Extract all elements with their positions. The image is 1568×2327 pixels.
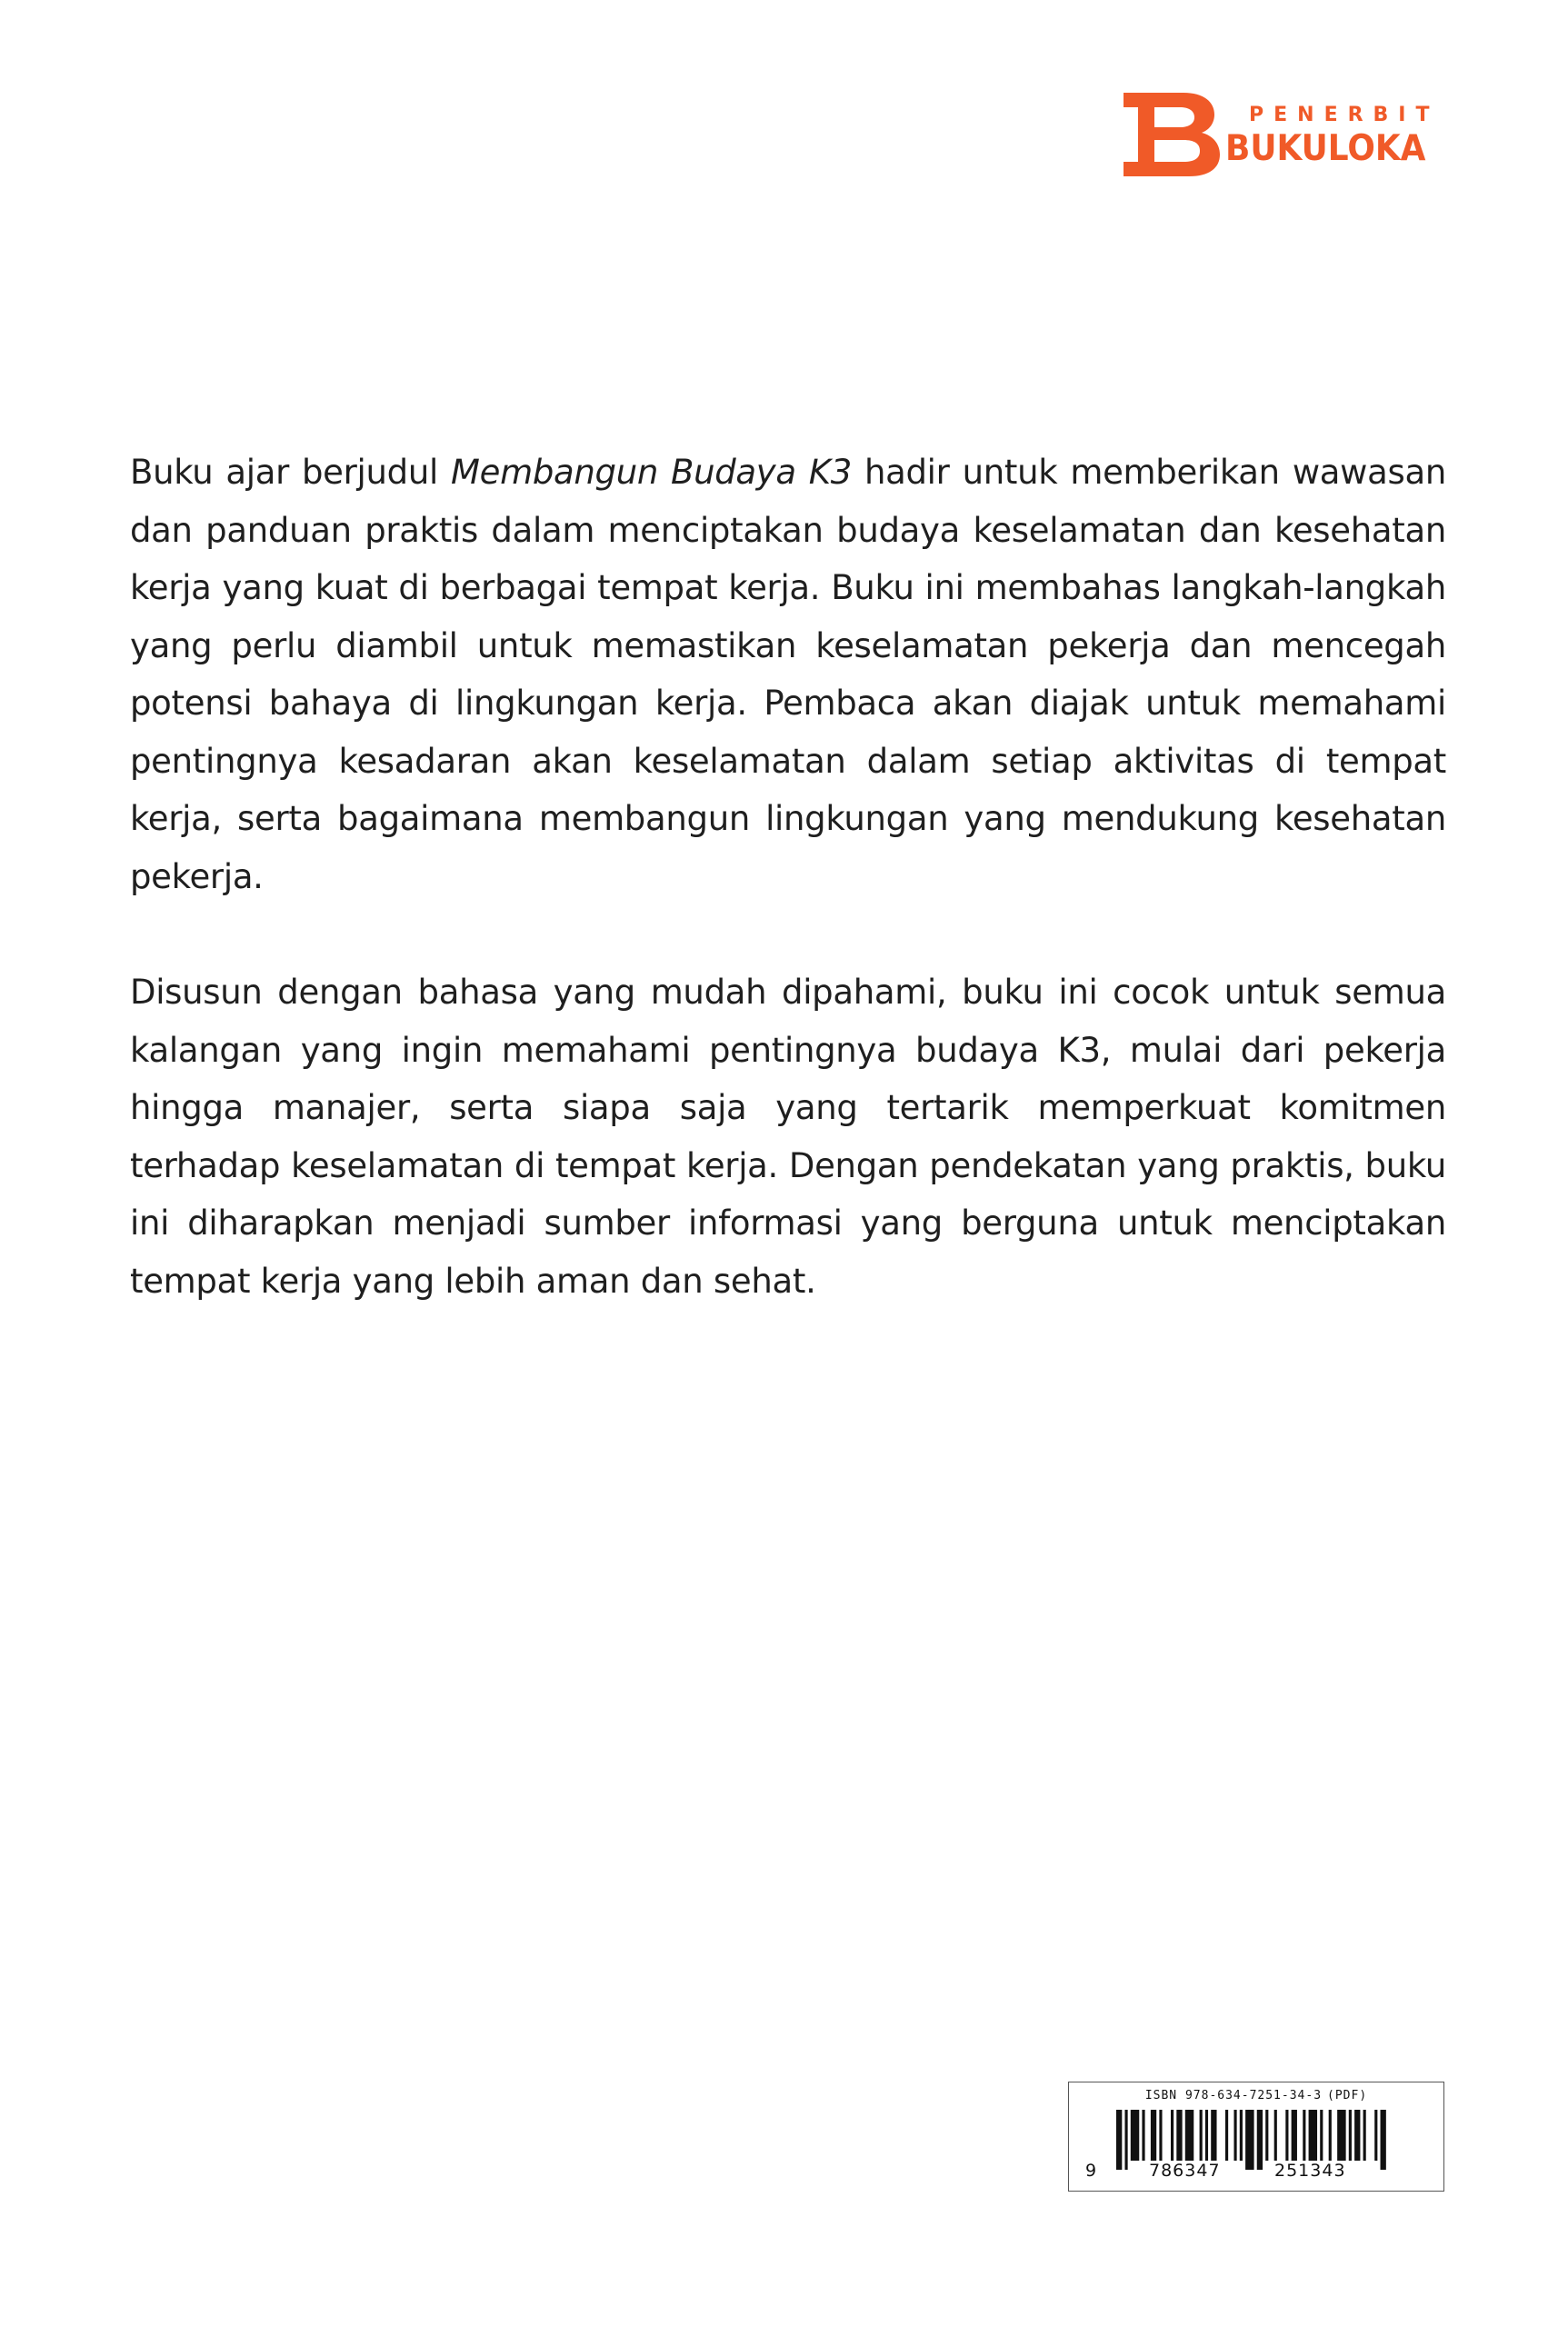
barcode-bar — [1124, 2110, 1127, 2170]
barcode-bar — [1225, 2110, 1228, 2161]
synopsis-paragraph-2: Disusun dengan bahasa yang mudah dipahami, buku ini cocok untuk semua kalangan yang ingin memahami pentingnya budaya K3, mulai dari pekerja hingga manajer, serta siapa saja yang tertarik memperkuat komitmen terhadap keselamatan di tempat kerja. Dengan pendekatan yang praktis, buku ini diharapkan menjadi sumber informasi yang berguna untuk menciptakan tempat kerja yang lebih aman dan sehat. — [130, 973, 1446, 1301]
barcode-bar — [1257, 2110, 1263, 2170]
barcode-bar — [1151, 2110, 1156, 2161]
barcode-bar — [1265, 2110, 1268, 2161]
barcode-bar — [1211, 2110, 1216, 2161]
barcode-bar — [1354, 2110, 1360, 2161]
paragraph-1-rest: hadir untuk memberikan wawasan dan panduan praktis dalam menciptakan budaya keselamatan dan kesehatan kerja yang kuat di berbagai tempat kerja. Buku ini membahas langkah-langkah yang perlu diambil untuk memastikan keselamatan pekerja dan mencegah potensi bahaya di lingkungan kerja. Pembaca akan diajak untuk memahami pentingnya kesadaran akan keselamatan dalam setiap aktivitas di tempat kerja, serta bagaimana membangun lingkungan yang mendukung kesehatan pekerja. — [130, 453, 1446, 896]
synopsis-paragraph-1 — [130, 444, 1446, 905]
book-title: Membangun Budaya K3 — [451, 453, 852, 492]
barcode-bar — [1116, 2110, 1122, 2170]
barcode-bar — [1240, 2110, 1243, 2161]
barcode-first-digit: 9 — [1085, 2161, 1097, 2181]
barcode-bar — [1159, 2110, 1162, 2161]
barcode-bar — [1292, 2110, 1297, 2161]
barcode-bar — [1381, 2110, 1386, 2170]
barcode-bar — [1309, 2110, 1317, 2161]
barcode-bar — [1205, 2110, 1208, 2161]
barcode-bar — [1131, 2110, 1139, 2161]
barcode-bar — [1303, 2110, 1305, 2161]
isbn-format: (PDF) — [1327, 2089, 1368, 2102]
barcode-bar — [1245, 2110, 1253, 2170]
back-cover-synopsis — [130, 444, 1446, 1368]
barcode-bar — [1374, 2110, 1377, 2161]
barcode-bar — [1274, 2110, 1277, 2161]
isbn-label — [1069, 2090, 1443, 2102]
barcode-bar — [1200, 2110, 1203, 2161]
barcode-left-group: 786347 — [1149, 2161, 1221, 2181]
publisher-label: PENERBIT — [1249, 104, 1440, 126]
bukuloka-b-logo-icon — [1124, 93, 1222, 176]
isbn-number: ISBN 978-634-7251-34-3 — [1144, 2089, 1323, 2102]
barcode-bar — [1185, 2110, 1193, 2161]
barcode-bar — [1171, 2110, 1174, 2161]
barcode-bar — [1142, 2110, 1144, 2161]
paragraph-1-lead: Buku ajar berjudul — [130, 453, 451, 492]
barcode-bar — [1320, 2110, 1323, 2161]
barcode-right-group: 251343 — [1274, 2161, 1346, 2181]
barcode-bar — [1285, 2110, 1288, 2161]
barcode-bar — [1363, 2110, 1366, 2161]
publisher-name: BUKULOKA — [1225, 128, 1426, 169]
barcode-bar — [1176, 2110, 1182, 2161]
barcode-bar — [1349, 2110, 1352, 2161]
isbn-barcode-box — [1068, 2082, 1444, 2192]
barcode-bar — [1233, 2110, 1236, 2161]
barcode-bar — [1329, 2110, 1332, 2161]
barcode-bar — [1337, 2110, 1345, 2161]
publisher-logo — [1124, 93, 1451, 180]
